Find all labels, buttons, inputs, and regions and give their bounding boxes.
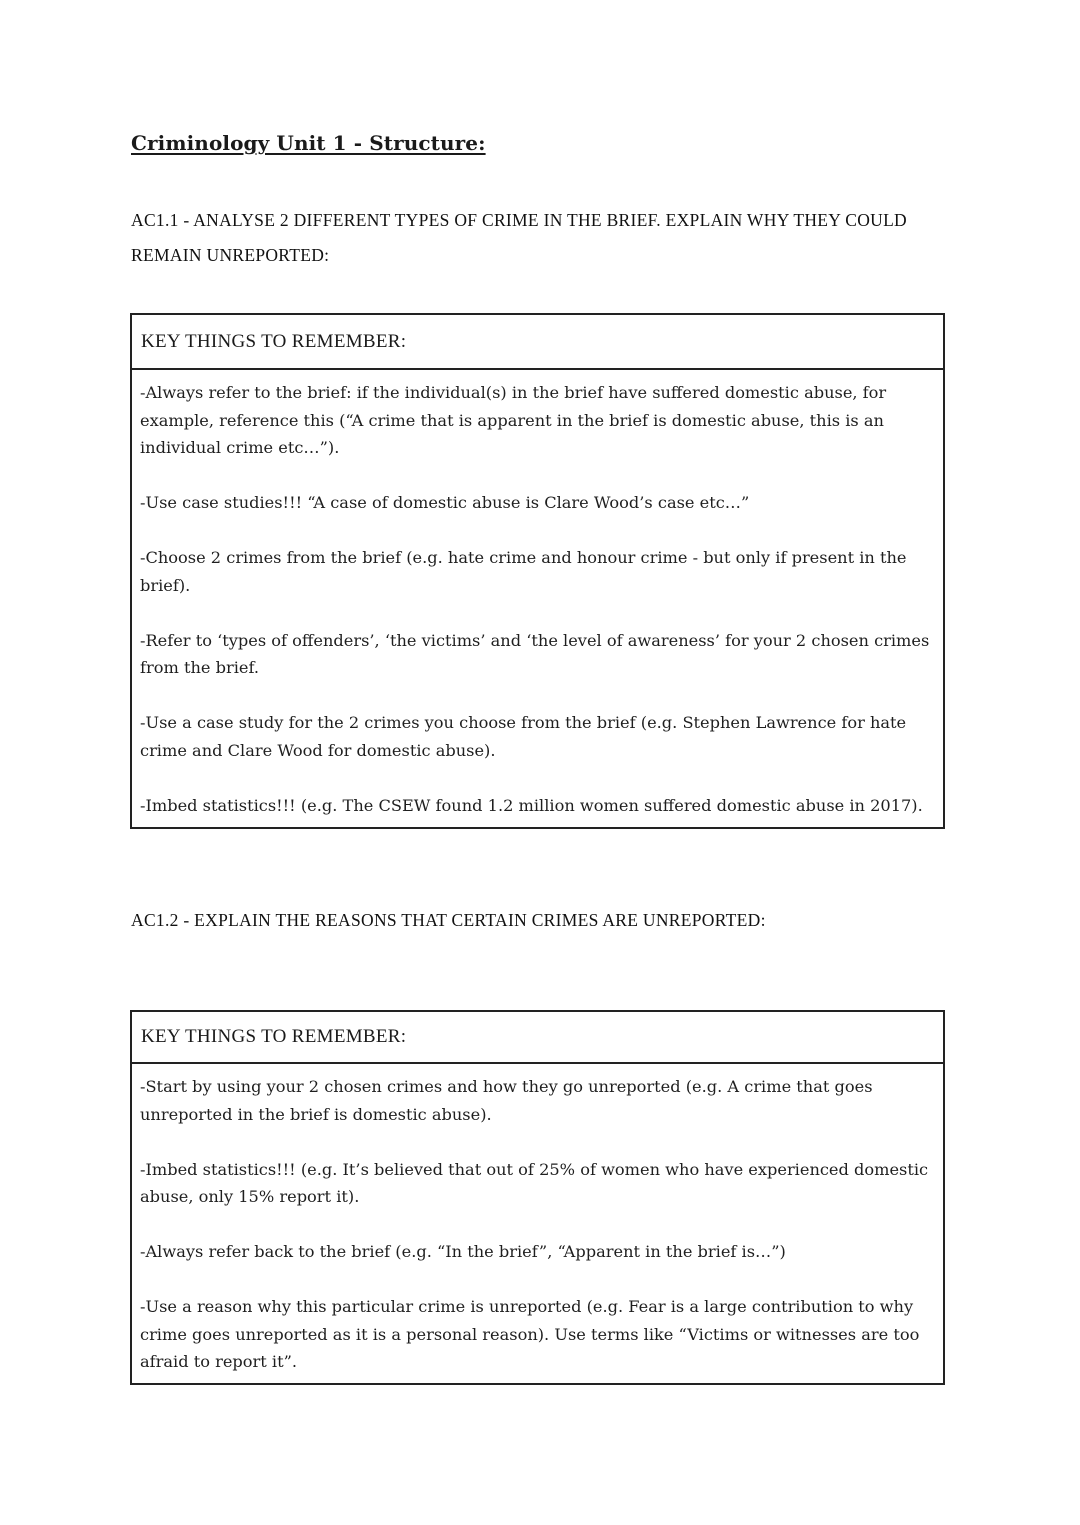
tip-item: -Choose 2 crimes from the brief (e.g. hate crime and honour crime - but only if present in the brief). <box>140 548 907 595</box>
box-title: KEY THINGS TO REMEMBER: <box>132 315 943 370</box>
tip-item: -Use case studies!!! “A case of domestic abuse is Clare Wood’s case etc…” <box>140 493 750 512</box>
page-title: Criminology Unit 1 - Structure: <box>131 131 486 155</box>
tips-list <box>132 370 943 819</box>
tip-item: -Always refer back to the brief (e.g. “In the brief”, “Apparent in the brief is…”) <box>140 1242 786 1261</box>
tip-item: -Refer to ‘types of offenders’, ‘the victims’ and ‘the level of awareness’ for your 2 chosen crimes from the brief. <box>140 630 930 677</box>
tips-list <box>132 1064 943 1376</box>
key-things-box-ac1-2 <box>130 1010 945 1385</box>
tip-item: -Imbed statistics!!! (e.g. The CSEW found 1.2 million women suffered domestic abuse in 2017). <box>140 795 923 815</box>
tip-item: -Imbed statistics!!! (e.g. It’s believed that out of 25% of women who have experienced domestic abuse, only 15% report it). <box>140 1159 929 1206</box>
key-things-box-ac1-1 <box>130 313 945 829</box>
box-title: KEY THINGS TO REMEMBER: <box>132 1012 943 1064</box>
tip-item: -Use a reason why this particular crime is unreported (e.g. Fear is a large contribution to why crime goes unreported as it is a personal reason). Use terms like “Victims or witnesses are too afraid to report it”. <box>140 1297 920 1371</box>
tip-item: -Use a case study for the 2 crimes you choose from the brief (e.g. Stephen Lawrence for hate crime and Clare Wood for domestic abuse). <box>140 713 907 760</box>
tip-item: -Start by using your 2 chosen crimes and how they go unreported (e.g. A crime that goes unreported in the brief is domestic abuse). <box>140 1077 873 1124</box>
section-heading-ac1-1: AC1.1 - ANALYSE 2 DIFFERENT TYPES OF CRIME IN THE BRIEF. EXPLAIN WHY THEY COULD REMAIN UNREPORTED: <box>131 210 907 265</box>
tip-item: -Always refer to the brief: if the individual(s) in the brief have suffered domestic abuse, for example, reference this (“A crime that is apparent in the brief is domestic abuse, this is an individual crime etc…”). <box>140 383 887 457</box>
section-heading-ac1-2: AC1.2 - EXPLAIN THE REASONS THAT CERTAIN CRIMES ARE UNREPORTED: <box>131 910 766 930</box>
